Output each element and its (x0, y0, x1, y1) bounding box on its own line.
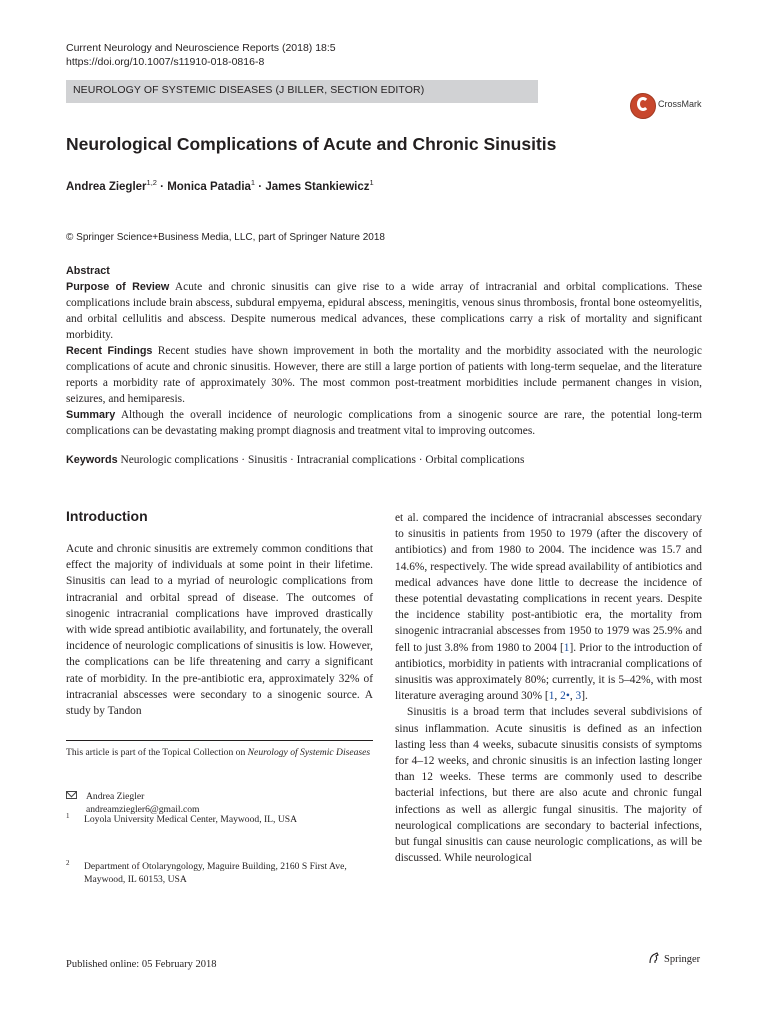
author-name[interactable]: Andrea Ziegler (66, 180, 147, 193)
journal-citation: Current Neurology and Neuroscience Reports (2018) 18:5 (66, 42, 336, 54)
keywords-line (66, 454, 702, 466)
purpose-text: Acute and chronic sinusitis can give rise to a wide array of intracranial and orbital complications. These complications include brain abscess, subdural empyema, epidural abscess, meningitis, venous sinus thrombosis, frontal bone osteomyelitis, and orbital cellulitis and abscess. Despite numerous medical advances, these complications carry a risk of mortality and significant morbidity. (66, 281, 703, 341)
copyright-line (66, 232, 385, 243)
copyright-icon: © (66, 232, 74, 243)
introduction-heading: Introduction (66, 508, 148, 524)
contact-email[interactable]: andreamziegler6@gmail.com (86, 804, 200, 815)
publisher-logo (648, 952, 700, 965)
summary-text: Although the overall incidence of neurologic complications from a sinogenic source are rare, the potential long-term complications can be devastating making prompt diagnosis and treatment vital to improving outcomes. (66, 409, 703, 437)
springer-horse-icon (648, 952, 660, 964)
keywords-text: Neurologic complications · Sinusitis · Intracranial complications · Orbital complications (120, 454, 525, 466)
citation-link[interactable]: 1 (563, 641, 570, 654)
intro-paragraph: Acute and chronic sinusitis are extremely common conditions that effect the majority of individuals at some point in their lifetime. Sinusitis can lead to a myriad of neurologic complications from intracranial and orbital spread of disease. The outcomes of sinogenic intracranial complications have improved drastically with wide spread antibiotic availability, and fortunately, the overall incidence of neurologic complications of sinusitis is low. However, the complications can be life threatening and carry a significant rate of morbidity. In the pre-antibiotic era, approximately 32% of intracranial abscesses were secondary to a sinogenic source. A study by Tandon (66, 543, 373, 718)
citation-link[interactable]: 1 (548, 690, 555, 703)
keywords-label: Keywords (66, 454, 118, 466)
publisher-name: Springer (664, 954, 701, 965)
crossmark-icon (630, 93, 656, 119)
paragraph-text: ]. (581, 690, 588, 703)
section-banner (66, 80, 538, 103)
citation-link[interactable]: 3 (575, 690, 582, 703)
abstract-summary (66, 407, 702, 439)
author-affiliation: 1 (369, 178, 374, 187)
abstract-heading: Abstract (66, 265, 110, 277)
citation-separator: , (569, 690, 576, 703)
author-name[interactable]: James Stankiewicz (265, 180, 370, 193)
affiliation-text: Department of Otolaryngology, Maguire Building, 2160 S First Ave, Maywood, IL 60153, USA (84, 861, 347, 885)
purpose-label: Purpose of Review (66, 281, 170, 293)
author-name[interactable]: Monica Patadia (167, 180, 251, 193)
published-date: Published online: 05 February 2018 (66, 959, 217, 970)
author-affiliation: 1,2 (146, 178, 157, 187)
summary-label: Summary (66, 409, 116, 421)
intro-paragraph: Sinusitis is a broad term that includes several subdivisions of sinus inflammation. Acute sinusitis is defined as an infection lasting less than 4 weeks, subacute sinusitis consists of symptoms for 4–12 weeks, and chronic sinusitis is an infection lasting longer than 12 weeks. These terms are commonly used to describe bacterial infections, but there are also acute and chronic fungal infections as well as allergic fungal sinusitis. The majority of neurological complications are secondary to bacterial infections, but fungal sinusitis can cause neurologic complications, as will be discussed. While neurological (395, 706, 702, 865)
intro-right-column (395, 510, 702, 866)
intro-left-column (66, 541, 373, 719)
abstract-findings (66, 343, 702, 407)
author-affiliation: 1 (250, 178, 256, 187)
collection-name: Neurology of Systemic Diseases (247, 747, 371, 758)
topical-collection-note (66, 746, 373, 759)
intro-paragraph (395, 510, 702, 704)
abstract-purpose (66, 279, 702, 343)
contact-name: Andrea Ziegler (86, 791, 145, 802)
crossmark-badge[interactable] (630, 93, 710, 119)
author-list (66, 178, 374, 193)
journal-header (66, 41, 336, 69)
citation-separator: , (554, 690, 561, 703)
affiliation-text: Loyola University Medical Center, Maywood, IL, USA (84, 814, 298, 825)
abstract-block (66, 263, 702, 439)
article-title: Neurological Complications of Acute and Chronic Sinusitis (66, 134, 557, 154)
findings-text: Recent studies have shown improvement in both the mortality and the morbidity associated with the neurologic complications of acute and chronic sinusitis. However, there are still a large portion of patients with long-term sequelae, and the literature reports a morbidity rate of approximately 30%. The most common post-treatment morbidities include permanent changes in vision, seizures, and hemiparesis. (66, 345, 702, 405)
paragraph-text: ]. Prior to the introduction of antibiotics, morbidity in patients with intracranial complications of sinusitis was approximately 80%; currently, it is 5–42%, with most literature averaging around 30% [ (395, 641, 702, 703)
paragraph-text: et al. compared the incidence of intracranial abscesses secondary to sinusitis in patients from 1950 to 1979 (after the discovery of antibiotics) and from 1980 to 2004. The incidence was 15.7 and 14.6%, respectively. The wide spread availability of antibiotics and medical advances have done little to decrease the incidence of these potential devastating complications in recent years. Despite the incidence stability post-antibiotic era, the mortality from sinogenic intracranial abscesses from 1950 to 1979 was 25.9% and fell to just 3.8% from 1980 to 2004 [ (395, 512, 702, 654)
citation-link[interactable]: 2• (560, 690, 570, 703)
findings-label: Recent Findings (66, 345, 153, 357)
footnote-divider (66, 740, 373, 741)
envelope-icon (66, 791, 77, 799)
author-separator: · (156, 180, 168, 193)
affiliation-number: 2 (66, 859, 70, 867)
crossmark-label: CrossMark (658, 99, 702, 109)
section-label: NEUROLOGY OF SYSTEMIC DISEASES (J BILLER, SECTION EDITOR) (73, 84, 425, 96)
copyright-text: Springer Science+Business Media, LLC, part of Springer Nature 2018 (76, 232, 385, 243)
collection-prefix: This article is part of the Topical Collection on (66, 747, 248, 758)
doi-link[interactable]: https://doi.org/10.1007/s11910-018-0816-8 (66, 56, 265, 68)
author-separator: · (255, 180, 266, 193)
affiliation-number: 1 (66, 812, 70, 820)
